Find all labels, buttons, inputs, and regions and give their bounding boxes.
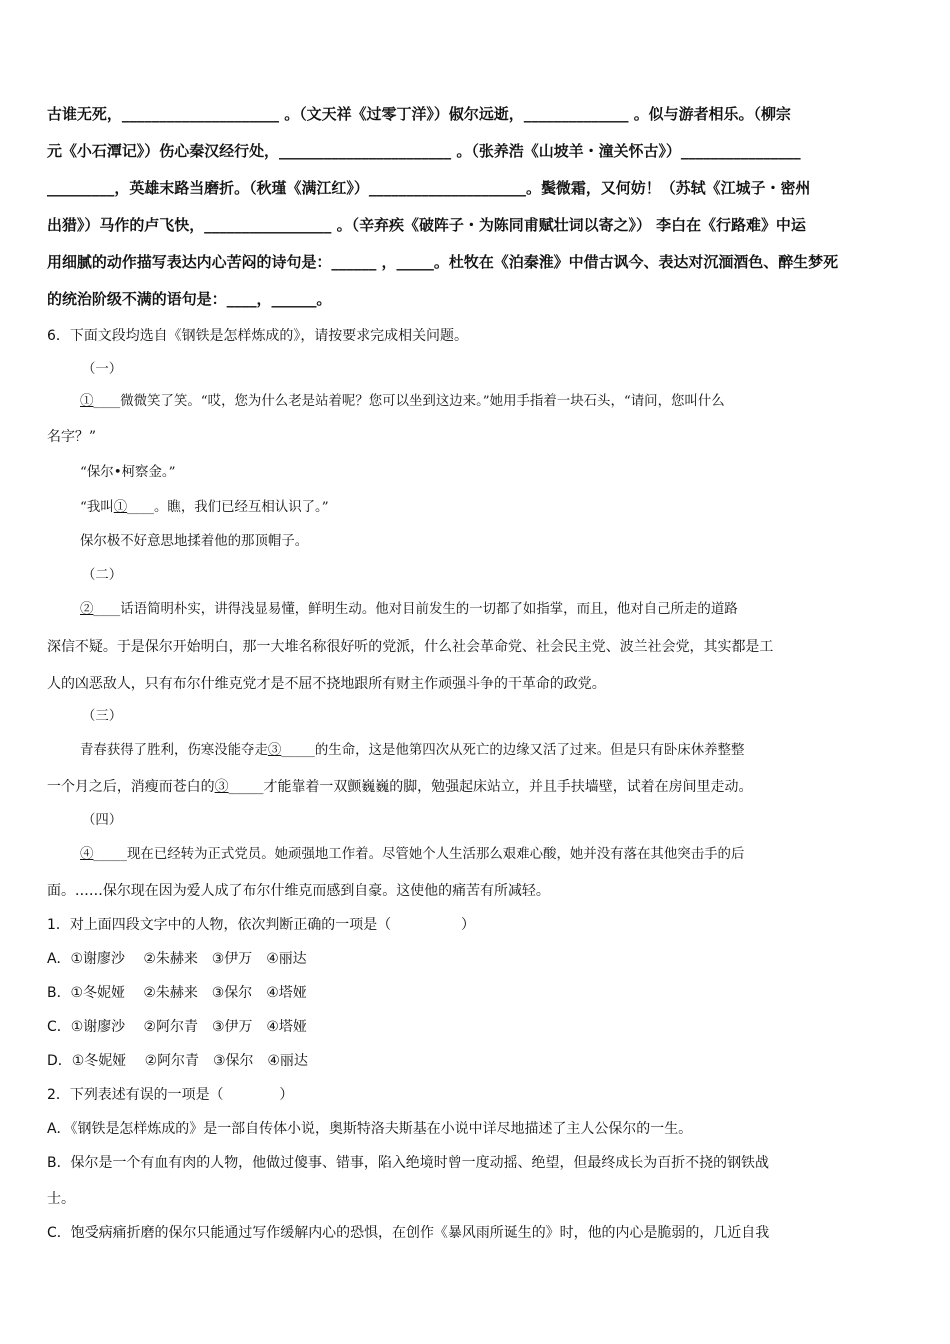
- blank-marker-2: ②: [80, 602, 94, 617]
- q2-option-b-cont: 士。: [47, 1191, 75, 1207]
- blank-marker-4: ④: [80, 847, 94, 862]
- blank-marker-1b: ①: [113, 500, 128, 515]
- q2-option-b[interactable]: B．保尔是一个有血有肉的人物，他做过傻事、错事，陷入绝境时曾一度动摇、绝望，但最终成长为百折不挠的钢铁战: [47, 1155, 769, 1171]
- q1-stem: 1．对上面四段文字中的人物，依次判断正确的一项是（ ）: [47, 917, 475, 933]
- section-4-heading: （四）: [82, 813, 123, 828]
- q2-option-c[interactable]: C．饱受病痛折磨的保尔只能通过写作缓解内心的恐惧，在创作《暴风雨所诞生的》时，他的内心是脆弱的，几近自我: [47, 1225, 770, 1241]
- section-1-paragraph-1-cont: 名字？”: [47, 429, 97, 445]
- section-3-heading: （三）: [82, 709, 123, 724]
- blank-marker-1: ①: [80, 394, 94, 409]
- section-1-heading: （一）: [82, 362, 123, 377]
- poetry-line-2: 元《小石潭记》）伤心秦汉经行处，_______________________ 。（张养浩《山坡羊・潼关怀古》）________________: [47, 142, 801, 160]
- section-1-paragraph-3: “我叫①____。瞧，我们已经互相认识了。”: [80, 500, 329, 515]
- section-2-paragraph-line-2: 深信不疑。于是保尔开始明白，那一大堆名称很好听的党派，什么社会革命党、社会民主党、波兰社会党，其实都是工: [47, 639, 774, 655]
- poetry-line-1: 古谁无死，_____________________ 。（文天祥《过零丁洋》）俶尔远逝，______________ 。似与游者相乐。（柳宗: [47, 105, 791, 123]
- section-3-paragraph-line-2: 一个月之后，消瘦而苍白的③_____才能靠着一双颤巍巍的脚，勉强起床站立，并且手扶墙壁，试着在房间里走动。: [47, 779, 753, 795]
- q2-option-a[interactable]: A．《钢铁是怎样炼成的》是一部自传体小说，奥斯特洛夫斯基在小说中详尽地描述了主人公保尔的一生。: [47, 1121, 693, 1137]
- q1-option-b[interactable]: B．①冬妮娅 ②朱赫来 ③保尔 ④塔娅: [47, 985, 307, 1001]
- q2-stem: 2．下列表述有误的一项是（ ）: [47, 1087, 294, 1103]
- section-1-paragraph-1: ①____微微笑了笑。“哎，您为什么老是站着呢？您可以坐到这边来。”她用手指着一块石头，“请问，您叫什么: [80, 394, 725, 409]
- section-3-paragraph: 青春获得了胜利，伤寒没能夺走③_____的生命，这是他第四次从死亡的边缘又活了过来。但是只有卧床休养整整: [80, 743, 745, 758]
- section-1-paragraph-2: “保尔•柯察金。”: [80, 465, 176, 480]
- q1-option-c[interactable]: C．①谢廖沙 ②阿尔青 ③伊万 ④塔娅: [47, 1019, 307, 1035]
- section-2-paragraph-line-3: 人的凶恶敌人，只有布尔什维克党才是不屈不挠地跟所有财主作顽强斗争的干革命的政党。: [47, 676, 606, 692]
- question-6-intro: 6．下面文段均选自《钢铁是怎样炼成的》，请按要求完成相关问题。: [47, 328, 468, 344]
- poetry-line-3: _________，英雄末路当磨折。（秋瑾《满江红》）_____________________。鬓微霜，又何妨！（苏轼《江城子・密州: [47, 179, 811, 197]
- blank-marker-3: ③: [267, 743, 282, 758]
- poetry-line-4: 出猎》）马作的卢飞快，_________________ 。（辛弃疾《破阵子・为陈同甫赋壮词以寄之》） 李白在《行路难》中运: [47, 216, 806, 234]
- section-1-paragraph-4: 保尔极不好意思地揉着他的那顶帽子。: [80, 534, 309, 549]
- q1-option-a[interactable]: A．①谢廖沙 ②朱赫来 ③伊万 ④丽达: [47, 951, 307, 967]
- section-4-paragraph: ④_____现在已经转为正式党员。她顽强地工作着。尽管她个人生活那么艰难心酸，她并没有落在其他突击手的后: [80, 847, 745, 862]
- blank-marker-3b: ③: [214, 779, 229, 795]
- q1-option-d[interactable]: D．①冬妮娅 ②阿尔青 ③保尔 ④丽达: [47, 1053, 308, 1069]
- poetry-line-5: 用细腻的动作描写表达内心苦闷的诗句是：______ ，_____。杜牧在《泊秦淮》中借古讽今、表达对沉湎酒色、醉生梦死: [47, 253, 839, 271]
- poetry-line-6: 的统治阶级不满的语句是：____，______。: [47, 290, 332, 308]
- section-4-paragraph-line-2: 面。……保尔现在因为爱人成了布尔什维克而感到自豪。这使他的痛苦有所减轻。: [47, 883, 550, 899]
- section-2-paragraph: ②____话语简明朴实，讲得浅显易懂，鲜明生动。他对目前发生的一切都了如指掌，而且，他对自己所走的道路: [80, 602, 738, 617]
- section-2-heading: （二）: [82, 568, 123, 583]
